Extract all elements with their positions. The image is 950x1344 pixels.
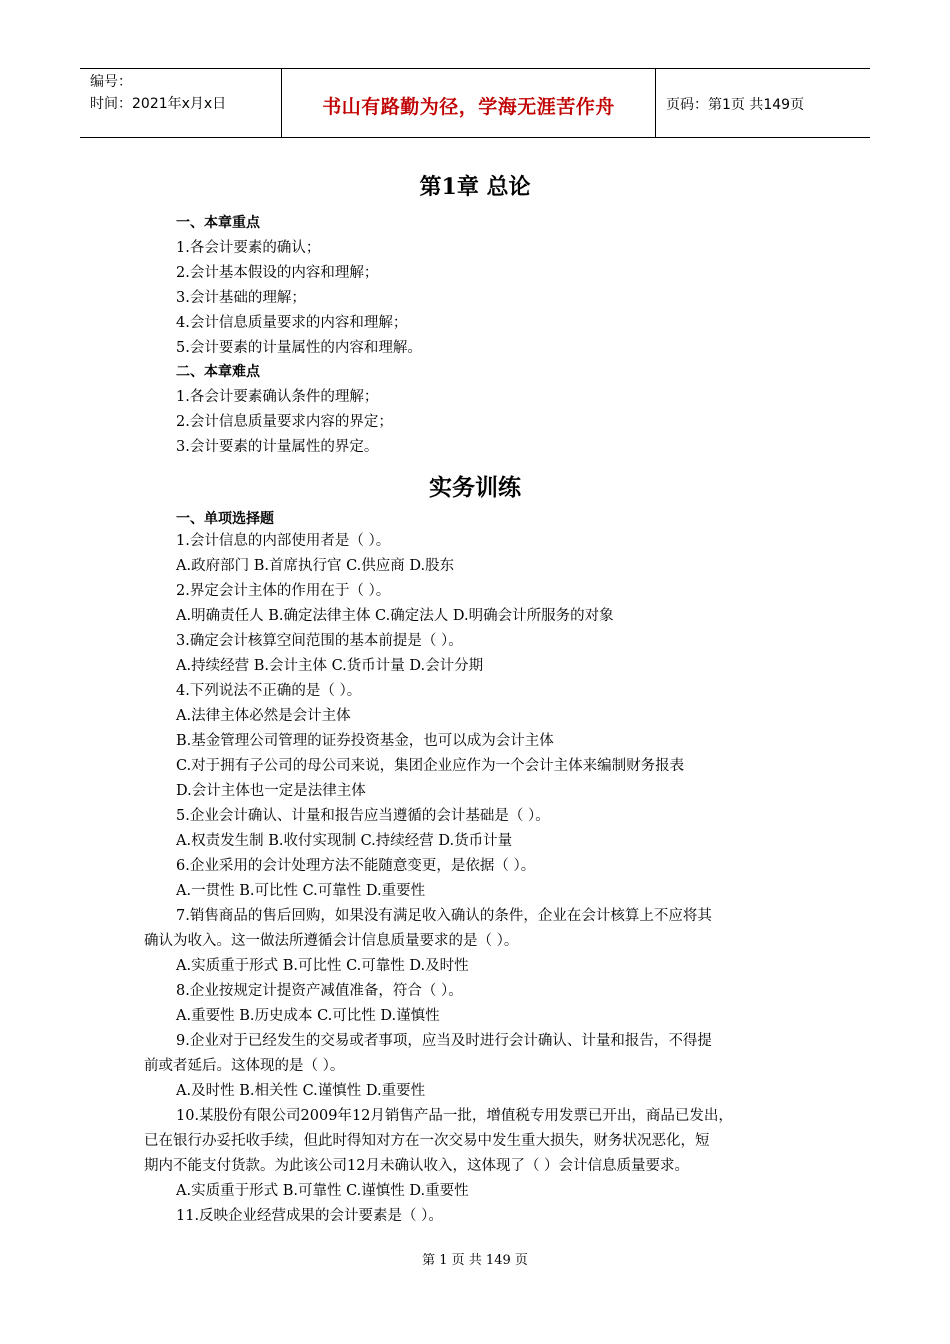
text-line: 4.会计信息质量要求的内容和理解； [176,315,408,331]
text-line: B.基金管理公司管理的证券投资基金，也可以成为会计主体 [176,733,554,749]
text-line: 1.各会计要素确认条件的理解； [176,389,379,405]
text-line: 2.会计基本假设的内容和理解； [176,265,379,281]
text-line: 确认为收入。这一做法所遵循会计信息质量要求的是（ ）。 [144,933,519,949]
motto-text: 书山有路勤为径，学海无涯苦作舟 [322,95,615,118]
text-line: 5.会计要素的计量属性的内容和理解。 [176,340,422,356]
text-line: 3.确定会计核算空间范围的基本前提是（ ）。 [176,633,463,649]
section-heading: 一、本章重点 [176,215,260,231]
header-page-cell [656,69,870,137]
text-line: 5.企业会计确认、计量和报告应当遵循的会计基础是（ ）。 [176,808,550,824]
text-line: A.实质重于形式 B.可靠性 C.谨慎性 D.重要性 [176,1183,469,1199]
text-line: D.会计主体也一定是法律主体 [176,783,366,799]
text-line: 前或者延后。这体现的是（ ）。 [144,1058,345,1074]
text-line: A.重要性 B.历史成本 C.可比性 D.谨慎性 [176,1008,440,1024]
text-line: 1.会计信息的内部使用者是（ ）。 [176,533,391,549]
text-line: 2.会计信息质量要求内容的界定； [176,414,393,430]
text-line: A.权责发生制 B.收付实现制 C.持续经营 D.货币计量 [176,833,513,849]
text-line: 6.企业采用的会计处理方法不能随意变更，是依据（ ）。 [176,858,536,874]
text-line: 3.会计基础的理解； [176,290,306,306]
text-line: 8.企业按规定计提资产减值准备，符合（ ）。 [176,983,463,999]
text-line: 1.各会计要素的确认； [176,240,321,256]
text-line: A.政府部门 B.首席执行官 C.供应商 D.股东 [176,558,455,574]
header-left-cell [80,69,282,137]
header-motto-cell [282,69,656,137]
section-heading: 一、单项选择题 [176,511,274,527]
text-line: C.对于拥有子公司的母公司来说，集团企业应作为一个会计主体来编制财务报表 [176,758,685,774]
time-label: 时间：2021年x月x日 [90,96,227,112]
text-line: A.法律主体必然是会计主体 [176,708,351,724]
section-heading: 二、本章难点 [176,364,260,380]
text-line: 4.下列说法不正确的是（ ）。 [176,683,362,699]
text-line: 3.会计要素的计量属性的界定。 [176,439,379,455]
text-line: 10.某股份有限公司2009年12月销售产品一批，增值税专用发票已开出，商品已发出， [176,1108,733,1124]
text-line: 7.销售商品的售后回购，如果没有满足收入确认的条件，企业在会计核算上不应将其 [176,908,712,924]
number-label: 编号： [90,74,132,90]
page-footer: 第 1 页 共 149 页 [422,1253,528,1268]
text-line: 9.企业对于已经发生的交易或者事项，应当及时进行会计确认、计量和报告，不得提 [176,1033,712,1049]
text-line: 期内不能支付货款。为此该公司12月未确认收入，这体现了（ ）会计信息质量要求。 [144,1158,690,1174]
text-line: 已在银行办妥托收手续，但此时得知对方在一次交易中发生重大损失，财务状况恶化，短 [144,1133,710,1149]
text-line: A.明确责任人 B.确定法律主体 C.确定法人 D.明确会计所服务的对象 [176,608,614,624]
text-line: 11.反映企业经营成果的会计要素是（ ）。 [176,1208,443,1224]
page-info: 页码：第1页 共149页 [666,97,805,113]
chapter-title: 第1章 总论 [419,174,531,200]
text-line: A.及时性 B.相关性 C.谨慎性 D.重要性 [176,1083,426,1099]
practice-title: 实务训练 [429,474,521,501]
page-header [80,68,870,138]
text-line: 2.界定会计主体的作用在于（ ）。 [176,583,391,599]
text-line: A.实质重于形式 B.可比性 C.可靠性 D.及时性 [176,958,469,974]
text-line: A.持续经营 B.会计主体 C.货币计量 D.会计分期 [176,658,484,674]
text-line: A.一贯性 B.可比性 C.可靠性 D.重要性 [176,883,426,899]
